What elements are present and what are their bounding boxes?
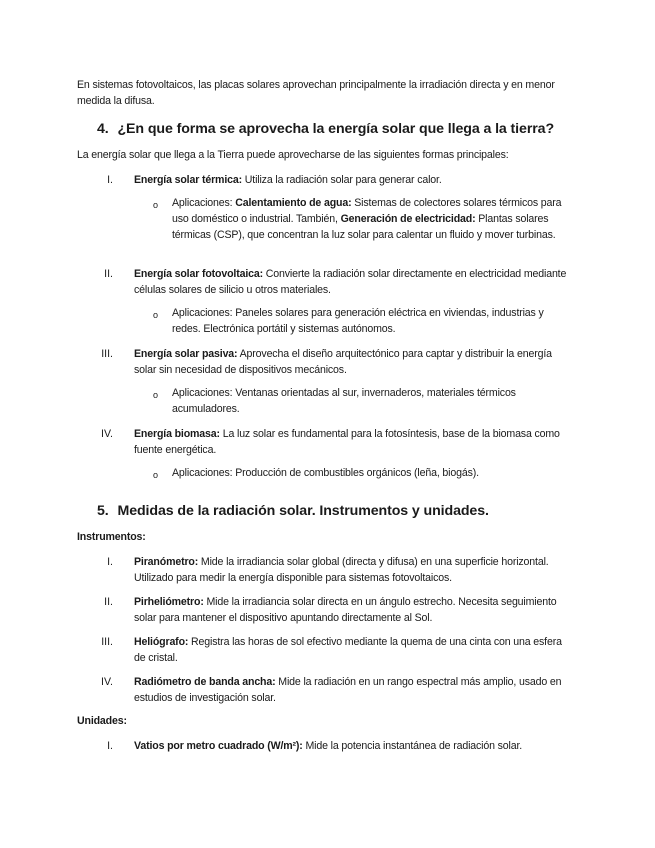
sub-item-aplicaciones: Aplicaciones: Producción de combustibles orgánicos (leña, biogás). (172, 467, 479, 479)
list-number: III. (101, 348, 113, 360)
list-number: III. (101, 636, 113, 648)
section-4-title: ¿En que forma se aprovecha la energía solar que llega a la tierra? (117, 121, 555, 137)
sub-text: Plantas solares térmicas (CSP), que concentran la luz solar para calentar un fluido y mover turbinas. (172, 213, 556, 241)
bullet-icon: o (153, 470, 159, 480)
term: Vatios por metro cuadrado (W/m²): (134, 740, 303, 752)
sub-item-aplicaciones: Aplicaciones: Ventanas orientadas al sur, invernaderos, materiales térmicos acumuladores. (172, 387, 516, 415)
term: Energía solar térmica: (134, 174, 242, 186)
list-number: II. (104, 268, 113, 280)
intro-paragraph: En sistemas fotovoltaicos, las placas solares aprovechan principalmente la irradiación directa y en menor medida la difusa. (77, 79, 555, 107)
instrument-piranometro (134, 554, 574, 586)
sub-term: Calentamiento de agua: (235, 197, 352, 209)
list-number: IV. (101, 676, 113, 688)
list-item-biomasa (134, 426, 584, 458)
term: Energía solar pasiva: (134, 348, 238, 360)
instrument-heliografo (134, 634, 574, 666)
bullet-icon: o (153, 390, 159, 400)
list-item-solar-termica (134, 172, 614, 188)
list-number: I. (107, 740, 113, 752)
term-description: Mide la irradiancia solar directa en un ángulo estrecho. Necesita seguimiento solar para mantener el dispositivo apuntando directamente al Sol. (134, 596, 557, 624)
section-5-number: 5. (97, 503, 109, 519)
term: Heliógrafo: (134, 636, 189, 648)
list-item-solar-pasiva (134, 346, 574, 378)
list-number: II. (104, 596, 113, 608)
term-description: Convierte la radiación solar directamente en electricidad mediante células solares de silicio u otros materiales. (134, 268, 567, 296)
sub-item-prefix: Aplicaciones: (172, 197, 236, 209)
list-number: I. (107, 556, 113, 568)
list-number: IV. (101, 428, 113, 440)
term: Piranómetro: (134, 556, 199, 568)
term: Pirheliómetro: (134, 596, 204, 608)
term-description: Mide la irradiancia solar global (directa y difusa) en una superficie horizontal. Utilizado para medir la energía disponible para sistemas fotovoltaicos. (134, 556, 549, 584)
section-4-number: 4. (97, 121, 109, 137)
bullet-icon: o (153, 200, 159, 210)
term-description: Mide la potencia instantánea de radiación solar. (302, 740, 523, 752)
term-description: La luz solar es fundamental para la fotosíntesis, base de la biomasa como fuente energética. (134, 428, 560, 456)
list-number: I. (107, 174, 113, 186)
bullet-icon: o (153, 310, 159, 320)
sub-text: Sistemas de colectores solares térmicos para uso doméstico o industrial. También, (172, 197, 562, 225)
units-label: Unidades: (77, 715, 127, 727)
term-description: Aprovecha el diseño arquitectónico para captar y distribuir la energía solar sin necesidad de dispositivos mecánicos. (134, 348, 552, 376)
sub-item-aplicaciones: Aplicaciones: Paneles solares para generación eléctrica en viviendas, industrias y redes. Electrónica portátil y sistemas autónomos. (172, 307, 544, 335)
term-description: Registra las horas de sol efectivo mediante la quema de una cinta con una esfera de cristal. (134, 636, 562, 664)
term-description: Mide la radiación en un rango espectral más amplio, usado en estudios de investigación solar. (134, 676, 562, 704)
section-5-title: Medidas de la radiación solar. Instrumentos y unidades. (117, 503, 489, 519)
instruments-label: Instrumentos: (77, 531, 146, 543)
instrument-pirheliometro (134, 594, 564, 626)
sub-item-aplicaciones (172, 195, 577, 243)
term-description: Utiliza la radiación solar para generar calor. (241, 174, 442, 186)
term: Energía solar fotovoltaica: (134, 268, 263, 280)
term: Energía biomasa: (134, 428, 220, 440)
term: Radiómetro de banda ancha: (134, 676, 276, 688)
section-4-heading (97, 120, 617, 138)
instrument-radiometro (134, 674, 574, 706)
unit-vatios (134, 738, 594, 754)
sub-term: Generación de electricidad: (340, 213, 476, 225)
section-5-heading (97, 502, 617, 520)
list-item-solar-fotovoltaica (134, 266, 579, 298)
section-4-lead: La energía solar que llega a la Tierra puede aprovecharse de las siguientes formas principales: (77, 149, 509, 161)
